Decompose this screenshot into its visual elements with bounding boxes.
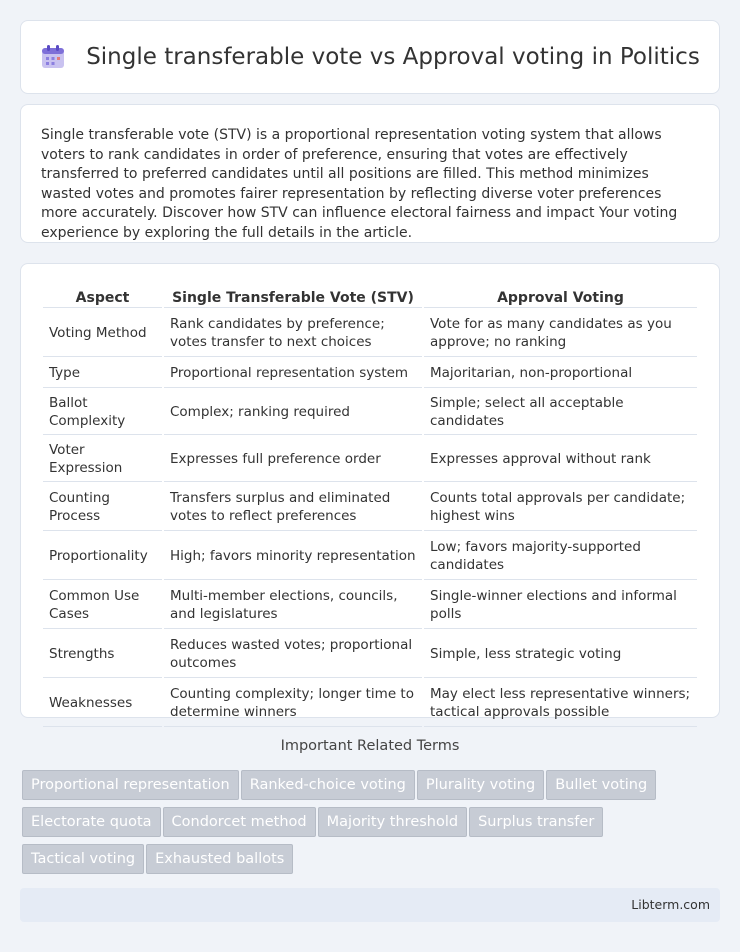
table-cell: Counting complexity; longer time to determine winners — [164, 680, 422, 727]
footer — [20, 888, 720, 922]
related-term-tag[interactable]: Plurality voting — [417, 770, 544, 800]
table-cell: Simple; select all acceptable candidates — [424, 390, 697, 435]
table-row — [43, 582, 697, 629]
table-cell: Proportionality — [43, 533, 162, 580]
table-cell: Ballot Complexity — [43, 390, 162, 435]
table-row — [43, 631, 697, 678]
table-cell: Multi-member elections, councils, and legislatures — [164, 582, 422, 629]
header-stv: Single Transferable Vote (STV) — [164, 286, 422, 308]
table-cell: Proportional representation system — [164, 359, 422, 388]
related-term-tag[interactable]: Surplus transfer — [469, 807, 603, 837]
table-cell: Common Use Cases — [43, 582, 162, 629]
related-terms-title: Important Related Terms — [280, 738, 460, 754]
comparison-table-card — [20, 263, 720, 718]
related-terms-list — [22, 770, 722, 881]
table-cell: Voting Method — [43, 310, 162, 357]
intro-text: Single transferable vote (STV) is a proportional representation voting system that allows voters to rank candidates in order of preference, ensuring that votes are effectively transferred to preferred candidates until all positions are filled. This method minimizes wasted votes and promotes fairer representation by reflecting diverse voter preferences more accurately. Discover how STV can influence electoral fairness and impact Your voting experience by exploring the full details in the article. — [41, 127, 678, 241]
table-cell: Simple, less strategic voting — [424, 631, 697, 678]
related-term-tag[interactable]: Exhausted ballots — [146, 844, 293, 874]
intro-card — [20, 104, 720, 243]
related-term-tag[interactable]: Ranked-choice voting — [241, 770, 415, 800]
table-row — [43, 680, 697, 727]
table-row — [43, 533, 697, 580]
header-card — [20, 20, 720, 94]
table-row — [43, 484, 697, 531]
table-cell: Complex; ranking required — [164, 390, 422, 435]
table-cell: May elect less representative winners; tactical approvals possible — [424, 680, 697, 727]
footer-site-link[interactable]: Libterm.com — [631, 897, 710, 912]
comparison-table — [41, 284, 699, 729]
related-term-tag[interactable]: Electorate quota — [22, 807, 161, 837]
table-cell: Type — [43, 359, 162, 388]
table-cell: Rank candidates by preference; votes transfer to next choices — [164, 310, 422, 357]
related-term-tag[interactable]: Proportional representation — [22, 770, 239, 800]
table-cell: Reduces wasted votes; proportional outcomes — [164, 631, 422, 678]
table-cell: Weaknesses — [43, 680, 162, 727]
table-cell: Strengths — [43, 631, 162, 678]
table-cell: Vote for as many candidates as you approve; no ranking — [424, 310, 697, 357]
table-cell: Majoritarian, non-proportional — [424, 359, 697, 388]
table-cell: Single-winner elections and informal polls — [424, 582, 697, 629]
related-term-tag[interactable]: Majority threshold — [318, 807, 467, 837]
page-title: Single transferable vote vs Approval voting in Politics — [86, 44, 700, 70]
related-term-tag[interactable]: Bullet voting — [546, 770, 656, 800]
table-header-row — [43, 286, 697, 308]
table-cell: Counting Process — [43, 484, 162, 531]
related-term-tag[interactable]: Tactical voting — [22, 844, 144, 874]
table-row — [43, 390, 697, 435]
header-aspect: Aspect — [43, 286, 162, 308]
table-cell: Expresses full preference order — [164, 437, 422, 482]
table-row — [43, 310, 697, 357]
table-cell: Expresses approval without rank — [424, 437, 697, 482]
calendar-icon — [40, 44, 66, 70]
header-approval: Approval Voting — [424, 286, 697, 308]
table-cell: Low; favors majority-supported candidates — [424, 533, 697, 580]
table-cell: Counts total approvals per candidate; highest wins — [424, 484, 697, 531]
table-row — [43, 359, 697, 388]
table-cell: Transfers surplus and eliminated votes to reflect preferences — [164, 484, 422, 531]
table-row — [43, 437, 697, 482]
related-term-tag[interactable]: Condorcet method — [163, 807, 316, 837]
table-cell: High; favors minority representation — [164, 533, 422, 580]
table-cell: Voter Expression — [43, 437, 162, 482]
